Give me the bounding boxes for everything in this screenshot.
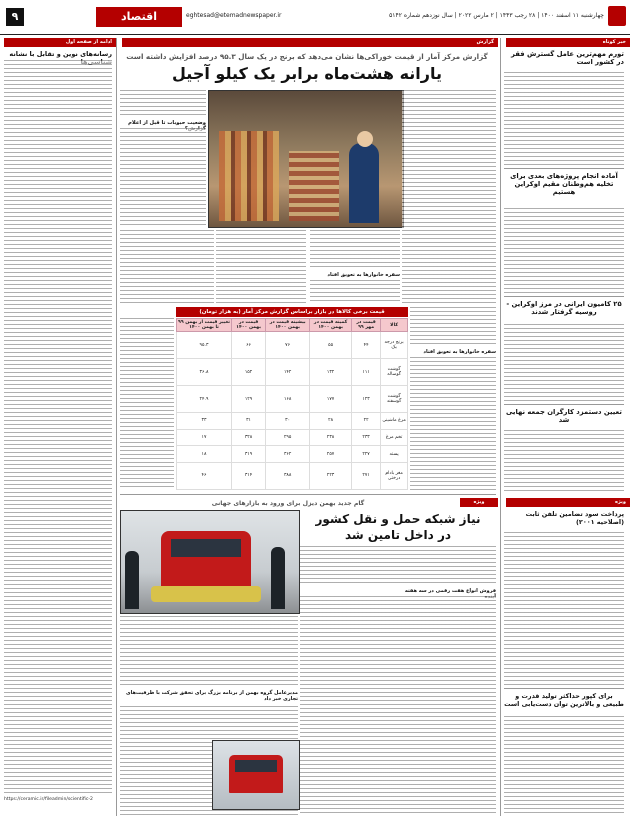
table-cell: ۲۸ [310, 413, 352, 430]
table-header-cell: کمینه قیمت در بهمن ۱۴۰۰ [310, 319, 352, 332]
bottom-headline-1: نیاز شبکه حمل و نقل کشور [315, 512, 481, 526]
table-cell: ۱۳۲ [310, 359, 352, 386]
table-cell: ۲۴.۹ [177, 386, 232, 413]
left-body-text [4, 60, 112, 794]
page-header [0, 0, 630, 35]
main-headline: یارانه هشت‌ماه برابر یک کیلو آجیل [172, 64, 442, 83]
table-cell: ۱۲۳ [351, 386, 380, 413]
right-body-6 [504, 716, 624, 816]
table-cell: ۱۱۱ [351, 359, 380, 386]
left-section-tag: ادامه از صفحه اول [4, 38, 116, 47]
story-divider [504, 296, 624, 297]
right-body-3 [504, 324, 624, 402]
right-body-4 [504, 430, 624, 494]
table-row [177, 446, 408, 463]
main-body-col-5 [310, 230, 400, 304]
right-body-1 [504, 72, 624, 166]
table-row [177, 332, 408, 359]
main-body-col-1 [402, 90, 496, 304]
bottom-headline-2: در داخل تامین شد [344, 528, 452, 542]
table-cell: ۳۲۸ [231, 429, 265, 446]
table-cell: ۲۲ [351, 413, 380, 430]
table-title: قیمت برخی کالاها در بازار براساس گزارش مرکز آمار (به هزار تومان) [176, 307, 408, 317]
bottom-kicker: گام جدید بهمن دیزل برای ورود به بازارهای جهانی [211, 500, 365, 507]
table-cell: ۲۳۳ [351, 429, 380, 446]
section-email[interactable]: eghtesad@etemadnewspaper.ir [186, 12, 282, 19]
table-cell: ۷۶ [266, 332, 310, 359]
table-header-cell: قیمت در مهر ۹۹ [351, 319, 380, 332]
main-kicker: گزارش مرکز آمار از قیمت خوراکی‌ها نشان می‌دهد که برنج در یک سال ۹۵.۳ درصد افزایش داشته است [126, 52, 488, 61]
right-body-5 [504, 532, 624, 686]
table-cell: ۳۱ [231, 413, 265, 430]
main-subhead-3: سفره خانوارها به تعویق افتاد [423, 349, 496, 355]
story-divider [504, 404, 624, 405]
right-headline-3: ۲۵ کامیون ایرانی در مرز اوکراین - روسیه گرفتار شدند [506, 300, 622, 316]
table-cell: ۹۵.۳ [177, 332, 232, 359]
table-header-cell: قیمت در بهمن ۱۴۰۰ [231, 319, 265, 332]
table-cell: ۱۷ [177, 429, 232, 446]
left-headline: رسانه‌های نوین و تقابل با نشانه‌ [9, 50, 112, 58]
right-headline-4: تعیین دستمزد کارگران جمعه نهایی شد [506, 408, 622, 424]
main-body-col-4 [216, 230, 306, 304]
footer-url[interactable]: https://ceramic.ir/fileadmin/scientific-2 [4, 797, 93, 802]
main-body-col-7 [120, 318, 174, 490]
bazaar-photo [208, 90, 404, 228]
right-section-tag: خبر کوتاه [506, 38, 630, 47]
table-cell: ۳۸۸ [266, 462, 310, 489]
table-cell: ۲۷۱ [351, 462, 380, 489]
table-cell: ۳۳ [177, 413, 232, 430]
price-table [176, 318, 408, 490]
table-cell: ۱۸ [177, 446, 232, 463]
main-section-tag: گزارش [122, 38, 498, 47]
table-row [177, 413, 408, 430]
table-cell: ۱۲۹ [231, 386, 265, 413]
main-subhead-1: وضعیت حبوبات تا قبل از اعلام [128, 120, 206, 126]
table-cell: ۱۷۷ [310, 386, 352, 413]
truck-photo-small [212, 740, 300, 810]
table-cell: ۲۲۷ [351, 446, 380, 463]
right-section-tag-2: ویژه [506, 498, 630, 507]
main-body-col-3 [120, 230, 214, 304]
table-cell: گوشت گوسفند [381, 386, 408, 413]
table-row [177, 462, 408, 489]
table-header-cell: تغییر قیمت از بهمن ۹۹ تا بهمن ۱۴۰۰ [178, 320, 230, 330]
table-cell: ۲۳۸ [310, 429, 352, 446]
table-row [177, 359, 408, 386]
column-divider [116, 38, 117, 816]
table-row [177, 429, 408, 446]
right-headline-6: برای کپور حداکثر تولید قدرت و طبیعی و بالاترین توان دست‌یابی است [504, 692, 624, 708]
main-body-col-2 [120, 90, 206, 226]
bottom-section-tag: ویژه [460, 498, 498, 507]
table-cell: ۱۶۸ [266, 386, 310, 413]
right-headline-2: آماده انجام پروژه‌های بعدی برای تخلیه هم‌وطنان مقیم اوکراین هستیم [510, 172, 618, 196]
table-cell: گوشت گوساله [381, 359, 408, 386]
story-divider [504, 688, 624, 689]
table-cell: ۱۴۲ [266, 359, 310, 386]
table-cell: ۲۵۷ [310, 446, 352, 463]
table-header-cell: کالا [381, 319, 408, 332]
table-cell: ۵۵ [310, 332, 352, 359]
page-number: ۹ [6, 8, 24, 26]
column-divider [500, 38, 501, 816]
bottom-body-col-1 [300, 546, 496, 816]
main-body-col-6 [410, 307, 496, 490]
table-cell: ۳۶.۸ [177, 359, 232, 386]
table-header-cell: بیشینه قیمت در بهمن ۱۴۰۰ [266, 319, 310, 332]
table-cell: ۳۶۲ [266, 446, 310, 463]
table-cell: ۳۰ [266, 413, 310, 430]
story-divider [504, 168, 624, 169]
table-cell: تخم مرغ [381, 429, 408, 446]
main-subhead-2: سفره خانوارها به تعویق افتاد [327, 272, 400, 278]
table-cell: ۳۱۴ [231, 462, 265, 489]
table-cell: ۴۴ [351, 332, 380, 359]
table-cell: ۲۹۵ [266, 429, 310, 446]
story-divider [120, 494, 496, 495]
table-row [177, 386, 408, 413]
right-headline-5: پرداخت سود تضامین تلفن ثابت (اصلاحیه ۲۰۰۱) [525, 510, 624, 526]
right-headline-1: تورم مهم‌ترین عامل گسترش فقر در کشور است [511, 50, 624, 66]
bottom-subhead-1: فروش انواع هفت رقمی در سه هفته [404, 588, 496, 594]
section-title: اقتصاد [96, 7, 182, 27]
table-cell: مغز بادام درختی [381, 462, 408, 489]
table-cell: ۲۲۳ [310, 462, 352, 489]
table-cell: پسته [381, 446, 408, 463]
table-cell: ۴۶ [177, 462, 232, 489]
date-line: چهارشنبه ۱۱ اسفند ۱۴۰۰ | ۲۸ رجب ۱۴۴۳ | ۲ مارس ۲۰۲۲ | سال نوزدهم شماره ۵۱۴۲ [389, 12, 604, 19]
newspaper-logo-icon [608, 6, 626, 26]
table-cell: مرغ ماشینی [381, 413, 408, 430]
table-cell: ۶۶ [231, 332, 265, 359]
table-cell: برنج درجه یک [381, 332, 408, 359]
right-body-2 [504, 208, 624, 294]
bottom-subhead-2: مدیرعامل گروه بهمن از برنامه بزرگ برای تحقق شرکت با ظرفیت‌های تجاری خبر داد [126, 690, 298, 702]
truck-photo [120, 510, 300, 614]
table-cell: ۳۱۹ [231, 446, 265, 463]
table-cell: ۱۵۲ [231, 359, 265, 386]
